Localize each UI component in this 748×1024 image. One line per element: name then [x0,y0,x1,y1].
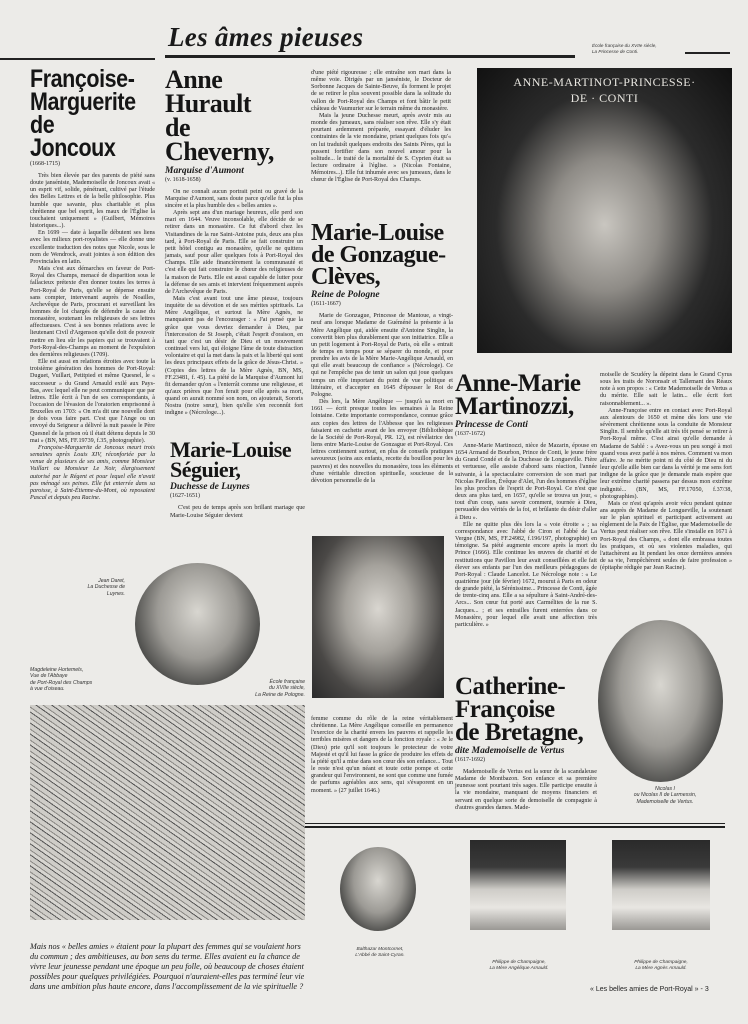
article-seguier [170,437,305,520]
paragraph: Après sept ans d'un mariage heureux, elle perd son mari en 1644. Veuve inconsolable, elle décide de se retirer dans un monastère. Ce fut d'abord chez les Visitandines de la rue Saint-Antoine puis, deux ans plus tard, à Port-Royal de Paris. Elle se fait construire un petit hôtel contigu au monastère, qu'elle ne quittera jamais, sauf pour aller quelques fois à Port-Royal des Champs. Elle aide financièrement la communauté et c'est elle qui fait construire le chœur des religieuses de la maison de Paris. Elle est aussi capable de lutter pour la défense de ses amis et intervient fréquemment auprès de l'Archevêque de Paris. [165,210,303,295]
caption-line: La Mère Agnès Arnauld. [635,966,687,972]
page-footer [590,986,709,993]
article-dates: (1637-1672) [455,431,485,437]
heading-line: Clèves, [311,264,381,291]
article-hurault [165,65,303,418]
article-heading [455,372,597,418]
caption-reine-pologne [240,679,305,698]
caption-hortemels [30,667,92,692]
article-subtitle: Marquise d'Aumont [165,165,244,176]
article-dates: (1611-1667) [311,301,341,308]
caption-line: La Mère Angélique Arnauld. [489,966,549,972]
caption-saint-cyran [330,947,430,960]
heading-line: Martinozzi, [455,393,574,420]
article-dates: (1627-1651) [170,493,200,500]
article-bretagne-continued [600,372,732,572]
article-dates: (1617-1692) [455,757,485,763]
portrait-duchesse-de-luynes [135,563,260,685]
article-body [30,173,155,502]
caption-line: Nicolas I [655,786,675,792]
heading-line: de Joncoux [30,111,116,162]
paragraph: femme comme du rôle de la reine véritablement chrétienne. La Mère Angélique conseille en permanence l'exercice de la charité envers les pauvres et rappelle les terribles misères et dangers de la fonction royale : « Je le (Dieu) prie qu'il soit toujours le protecteur de votre Majesté et qu'il lui fasse la grâce de produire les effets de la piété qu'il a mise dans son cœur dès son enfance... Tout le reste n'est qu'un néant et toute cette pompe et cette grandeur qui l'environnent, ne sont que comme une fumée de parfums agréables aux sens, qui s'évaporent en un moment. » (27 juillet 1646.) [311,716,453,794]
paragraph: moiselle de Scudéry la dépeint dans le Grand Cyrus sous les traits de Noronsaïr et Tallemant des Réaux note à son propos : « Cette Mademoiselle de Vertus a du mérite. Elle sait le latin... elle écrit fort raisonnablement... ». [600,372,732,407]
caption-line: Vue de l'Abbaye [30,673,68,680]
paragraph: Anne-Françoise entre en contact avec Port-Royal aux alentours de 1650 et mène dès lors une vie sévèrement chrétienne sous la conduite de Monsieur Singlin. Il semble qu'elle ait très tôt pensé se retirer à Port-Royal même. C'est ainsi qu'elle demande à Madame de Sablé : « Avez-vous un peu songé à moi quand vous avez parlé à nos mères. Comment va mon affaire. Je ne mérite point ni du côté de Dieu ni du leur qu'elle aille bien car dans la vérité je me sens fort indigne de la grâce que je demande mais espère que leur extrême charité passera par dessus mon extrême indignité... (BN, MS, FF.17050, f.37/38, photographies). [600,407,732,500]
heading-line: de Cheverny, [165,112,274,166]
article-heading [165,65,303,166]
caption-line: École française du XVIIe siècle, [592,43,657,48]
article-body [165,189,303,418]
caption-line: Jean Daret, [98,578,125,584]
article-subtitle: Princesse de Conti [455,420,528,430]
portrait-mere-angelique-arnauld [470,840,566,930]
caption-line: Philippe de Champaigne, [634,960,688,965]
article-heading [455,675,597,744]
portrait-mademoiselle-de-vertus [598,620,723,782]
paragraph: Marie de Gonzague, Princesse de Mantoue, a vingt-neuf ans lorsque Madame de Guéméné la présente à la Mère Angélique qui, aidée ensuite d'Antoine Singlin, la convertit bien plus durablement que son initiatrice. Elle a un petit logement à Port-Royal de Paris, où elle « entrait de temps en temps pour se séparer du monde, et pour prendre les avis de la Mère Marie-Angélique Arnauld, en qui elle avait beaucoup de confiance » (Nécrologe). Ce qui ne l'empêche pas de tenir un salon qui joue quelques temps un rôle important du point de vue politique et littéraire, et d'accepter en 1645 d'épouser le Roi de Pologne. [311,313,453,398]
running-title: « Les belles amies de Port-Royal » [590,986,699,993]
heading-line: Catherine- [455,673,566,700]
caption-luynes [80,578,125,597]
heading-line: Marguerite [30,88,136,116]
heading-line: Marie-Louise [311,220,444,246]
header-rule-right [685,52,730,54]
heading-line: Anne [165,65,223,94]
paragraph: Mais ce n'est qu'après avoir vécu pendant quinze ans auprès de Madame de Longueville, la soutenant sur le plan spirituel et participant activement au règlement de la Paix de l'Église, que Mademoiselle de Vertus peut réaliser son rêve. Elle s'installe en 1671 à Port-Royal des Champs, « dont elle embrassa toutes les pratiques, et où ses violentes maladies, qui l'attachèrent au lit pendant les onze dernières années de sa vie, l'empêchèrent seules de faire profession » (épitaphe rédigée par Jean Racine). [600,500,732,572]
page-number: 3 [704,986,709,993]
paragraph: Très bien élevée par des parents de piété sans doute janséniste, Mademoiselle de Joncoux avait « un esprit vif, solide, pénétrant, cultivé par l'étude des Belles Lettres et de la belle philosophie. Plus humble que savante, plus charitable et plus chrétienne que bel esprit, les maux de l'Église la touchaient uniquement » (Guilbert, Mémoires historiques...). [30,173,155,230]
caption-line: La Duchesse de Luynes. [87,584,125,597]
heading-line: Anne-Marie [455,370,581,397]
article-seguier-continued [311,70,451,185]
caption-line: L'Abbé de Saint-Cyran. [355,953,405,959]
heading-line: Françoise [455,696,555,723]
article-gonzague-continued [311,716,453,795]
article-martinozzi [455,372,597,629]
caption-line: Magdeleine Hortemels, [30,667,84,673]
paragraph: Anne-Marie Martinozzi, nièce de Mazarin, épouse en 1654 Armand de Bourbon, Prince de Conti, le jeune frère du Grand Condé et de la Duchesse de Longueville. Fière et vertueuse, elle assiste d'abord sans réaction, l'année suivante, à la spectaculaire conversion de son mari par Nicolas Pavillon, Évêque d'Alet, l'un des hommes d'église les plus proches de l'esprit de Port-Royal. Ce n'est que deux ans plus tard, en 1657, qu'elle se trouva un jour, « tout d'un coup, sans savoir comment, tournée à Dieu, persuadée des vérités de la foi, et brûlante du désir d'aller à Dieu ». [455,443,597,521]
article-gonzague [311,222,453,485]
caption-vertus [610,786,720,805]
caption-line: Mademoiselle de Vertus. [636,798,694,805]
header-rule [165,55,575,58]
paragraph: Dès lors, la Mère Angélique — jusqu'à sa mort en 1661 — écrit presque toutes les semaines à la Reine lointaine. Cette importante correspondance, connue grâce aux copies des lettres de l'Abbesse que les religieuses faisaient en cachette avant de les envoyer (Bibliothèque de la Société de Port-Royal, PR. 12), est révélatrice des liens entre Marie-Louise de Gonzague et Port-Royal. Ces lettres contiennent surtout, en plus de conseils pratiques savoureux (soins aux enfants, recette du bouillon pour les pauvres) et des nouvelles du monastère, tous les éléments d'une véritable direction spirituelle, soucieuse de la dévotion personnelle de la [311,399,453,484]
caption-line: La Princesse de Conti. [592,48,639,54]
heading-line: Marie-Louise [170,437,292,462]
article-dates: (1668-1715) [30,161,60,167]
caption-agnes [602,960,720,973]
article-heading [311,220,453,291]
caption-line: Philippe de Champaigne, [492,960,546,965]
engraving-abbaye-port-royal [30,705,305,920]
paragraph: On ne connaît aucun portrait peint ou gravé de la Marquise d'Aumont, sans doute parce qu'elle fut la plus sincère et la plus humble des « belles amies ». [165,188,303,209]
article-dates: (v. 1618-1658) [165,176,201,183]
article-subtitle: dite Mademoiselle de Vertus [455,746,565,756]
paragraph: Mais la jeune Duchesse meurt, après avoir mis au monde des jumeaux, sans réaliser son rêve. Elle s'y était pourtant ardemment préparée, essayant d'éluder les contraintes de la vie mondaine, priant quelques fois qu'« on lui traduisît quelques endroits des Saints Pères, qui la pussent fortifier dans son nouvel amour pour la solitude... le traité de la mortalité de S. Cyprien était sa lecture ordinaire à l'église. » (Nicolas Fontaine, Mémoires...). Elle fut inhumée avec ses jumeaux, dans le chœur de l'Église de Port-Royal des Champs. [311,112,451,184]
article-joncoux [30,65,155,502]
portrait-inscription: DE · CONTI [570,91,639,105]
article-heading [30,65,138,162]
paragraph: Mademoiselle de Vertus est la sœur de la scandaleuse Madame de Montbazon. Son enfance et sa première jeunesse sont pourtant très sages. Elle participe ensuite à la vie mondaine, manquant de moyens financiers et servant en quelque sorte de demoiselle de compagnie à d'autres grandes dames. Made- [455,769,597,811]
section-rule [305,826,725,828]
page-title: Les âmes pieuses [168,22,364,52]
paragraph: Elle ne quitte plus dès lors la « voie étroite » ; sa correspondance avec l'abbé de Ciron et l'abbé de La Vergne (BN, MS, FF.24982, f.196/197, photographie) en témoigne. Sa piété augmente encore après la mort du Prince (1666). Elle continue les œuvres de charité et de restitutions que Pavillon leur avait conseillées et elle fait élever ses enfants par l'un des meilleurs pédagogues de Port-Royal : Claude Lancelot. Le Nécrologe note : « Le quatrième jour (de février) 1672, mourut à Paris en odeur de grande piété, la Sérénissime... Princesse de Conti, âgée de trente-cinq ans. Elle a sa sépulture à Saint-André-des-Arcs... Son cœur fut porté aux Carmélites de la rue S. Jacques... ; et ses entrailles furent enterrées dans ce Monastère, pour lequel elle avait une affection très particulière. » [455,521,597,628]
portrait-reine-de-pologne [312,536,444,698]
paragraph: d'une piété rigoureuse ; elle entraîne son mari dans la même voie. Dirigés par un janséniste, le Docteur de Sorbonne Jacques de Sainte-Beuve, ils forment le projet de se retirer le plus souvent possible dans la solitude du vallon de Port-Royal des Champs et font bâtir le petit château de Vaumurier sur le terrain même du monastère. [311,70,451,112]
caption-princesse-conti [592,43,657,54]
caption-line: ou Nicolas II de Larmessin, [633,792,697,799]
caption-angelique [460,960,578,973]
footer-separator: - [700,986,703,993]
portrait-abbe-de-saint-cyran [340,847,416,931]
heading-line: de Gonzague- [311,242,446,269]
paragraph: Mais c'est aux démarches en faveur de Port-Royal des Champs, menacé de disparition sous le fallacieux prétexte d'en donner toutes les terres à Port-Royal de Paris, qu'elle se dépense ensuite sans compter, intervenant auprès de Noailles, Archevêque de Paris, procurant et surveillant les hommes de loi chargés de défendre la cause du monastère, soutenant les religieuses de ses lettres affectueuses. C'est à ses bonnes relations avec le lieutenant Civil d'Argenson qu'elle doit de pouvoir mettre en lieu sûr les papiers qui se trouvaient à Port-Royal-des-Champs au moment de l'expulsion des dernières religieuses (1709). [30,266,155,358]
closing-paragraph: Mais nos « belles amies » étaient pour la plupart des femmes qui se voulaient hors du commun ; des ambitieuses, au bon sens du terme. Elles avaient eu la chance de vivre leur jeunesse pendant une époque un peu folle, où beaucoup de choses étaient possibles pour quelques privilégiées. Pourquoi n'auraient-elles pas terminé leur vie dans une ambition plus haute encore, dans l'accomplissement de la vie spirituelle ? [30,942,305,991]
caption-line: de Port-Royal des Champs [30,679,93,686]
article-subtitle: Reine de Pologne [311,290,380,301]
heading-line: de Bretagne, [455,719,584,746]
paragraph: Mais c'est avant tout une âme pieuse, toujours inquiète de sa dévotion et de ses mérites spirituels. La Mère Angélique, et surtout la Mère Agnès, ne manquaient pas de l'encourager : « J'ai pensé que la grâce que vous devriez demander à Dieu, par l'intercession de St Joseph, c'était l'esprit d'oraison, en tant que c'est un désir de Dieu et un mouvement continuel vers lui, qui éloigne l'âme de toute distraction volontaire et qui la met dans la paix et la liberté qui sont les deux principaux effets de la grâce de Jésus-Christ. » (Copies des lettres de la Mère Agnès, BN, MS, FF.23481, f. 45). La piété de la Marquise d'Aumont lui fit demander qu'on « l'enterrât comme une religieuse, et qu'aux prières que l'on ferait pour elle après sa mort, quand on aurait nommé son nom, on ajouterait, Sororis Nostra (notre sœur), bien qu'elle s'en reconnût fort indigne » (Nécrologe...). [165,295,303,417]
caption-line: à vue d'oiseau. [30,685,65,692]
heading-line: Françoise- [30,65,135,93]
header-rule-left [0,58,155,60]
caption-line: École française [269,679,305,685]
caption-line: Balthazar Montcornet, [356,947,404,952]
article-bretagne [455,675,597,812]
heading-line: Séguier, [170,457,241,483]
heading-line: Hurault [165,88,252,118]
portrait-inscription: ANNE-MARTINOT-PRINCESSE· [513,75,696,89]
portrait-mere-agnes-arnauld [612,840,710,930]
article-heading [170,437,305,483]
section-rule [305,823,725,824]
paragraph: En 1699 — date à laquelle débutent ses liens avec les milieux port-royalistes — elle donne une excellente traduction des notes que Nicole, sous le nom de Wendrock, avait jointes à son édition des Provinciales en latin. [30,230,155,265]
article-subtitle: Duchesse de Luynes [170,482,250,493]
paragraph: Elle est aussi en relations étroites avec toute la troisième génération des hommes de Port-Royal: Duguet, Vuillart, Petitpied et même Quesnel, le « successeur » du Grand Arnauld exilé aux Pays-Bas, avec lequel elle ne peut communiquer que par lettres. Elle écrit à l'un de ses correspondants, à l'occasion de l'évasion de l'oratorien emprisonné à Bruxelles en 1703: « On m'a dit une nouvelle dont je dois vous faire part. C'est que l'Ange ou un envoyé du Seigneur a délivré la nuit passée le Père Quesnel de la prison où il était détenu depuis le 30 mai » (BN, MS, FF.19739, f.35, photographie). [30,359,155,444]
caption-line: La Reine de Pologne. [255,691,305,698]
caption-line: du XVIIe siècle, [268,685,305,692]
paragraph: Françoise-Marguerite de Joncoux meurt trois semaines après Louis XIV, réconfortée par la venue de plusieurs de ses amis, comme Monsieur Vuillart ou Monsieur Le Noir, élargissement autorisé par le Régent et pour lequel elle n'avait pas ménagé ses peines. Elle fut enterrée dans sa paroisse, à Saint-Étienne-du-Mont, où reposaient Pascal et depuis peu Racine. [30,444,155,502]
portrait-princesse-de-conti [477,68,732,353]
paragraph: C'est peu de temps après son brillant mariage que Marie-Louise Séguier devient [170,505,305,519]
